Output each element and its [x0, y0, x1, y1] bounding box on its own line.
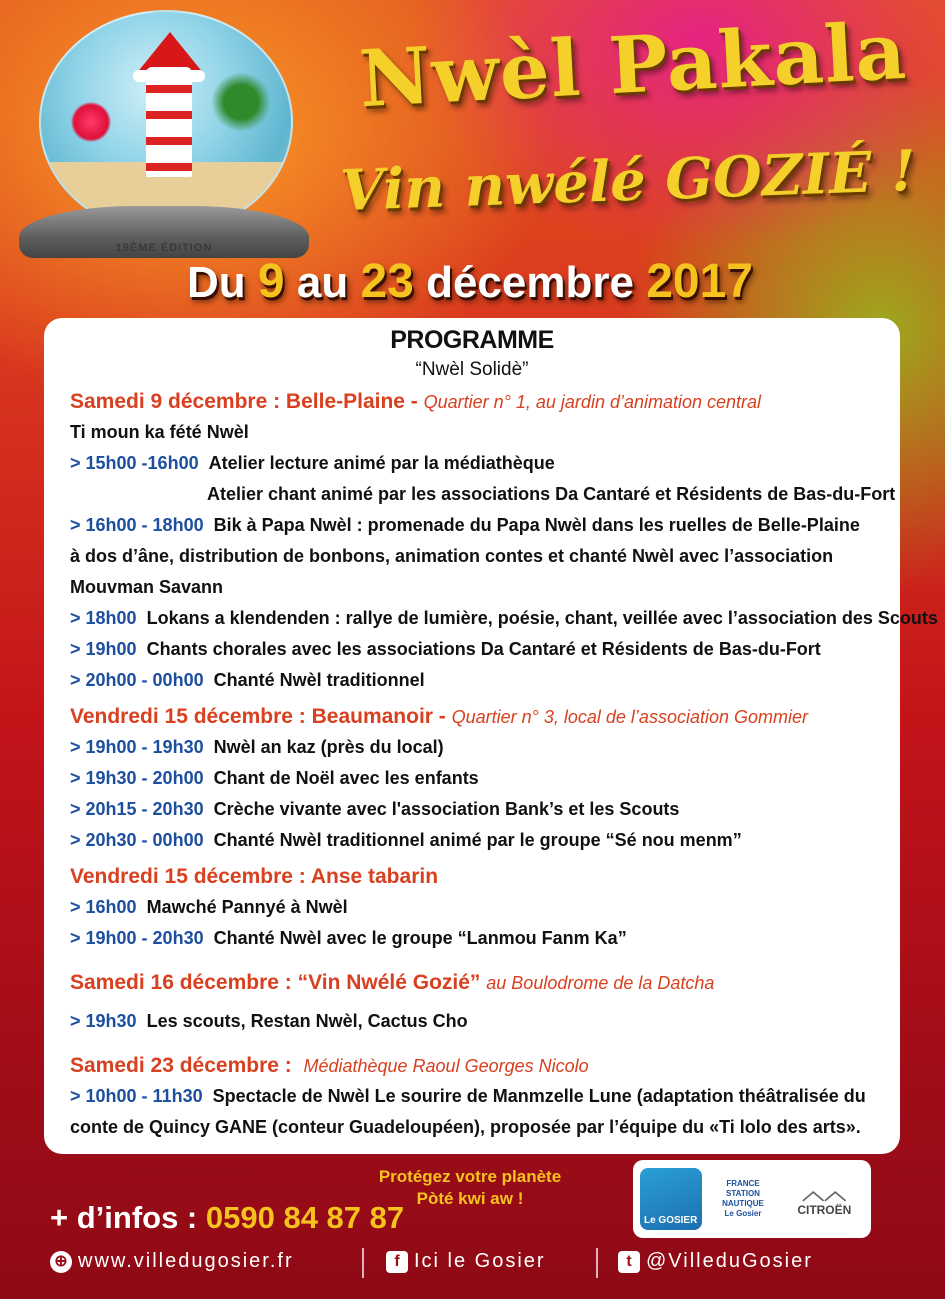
list-item — [70, 634, 874, 665]
section-location: Médiathèque Raoul Georges Nicolo — [303, 1056, 589, 1076]
event-dates — [170, 254, 770, 309]
info-line — [50, 1200, 404, 1236]
list-item — [70, 825, 874, 856]
facebook-text[interactable]: Ici le Gosier — [414, 1250, 546, 1272]
section-intro: Ti moun ka fété Nwèl — [70, 422, 249, 442]
section-location: Quartier n° 1, au jardin d’animation central — [423, 392, 762, 412]
item-time: > 10h00 - 11h30 — [70, 1086, 203, 1106]
item-text: Chanté Nwèl avec le groupe “Lanmou Fanm Ka” — [213, 928, 627, 948]
website-text[interactable]: www.villedugosier.fr — [78, 1250, 294, 1272]
program-title: PROGRAMME — [390, 326, 554, 354]
sponsor-logos — [633, 1160, 871, 1238]
station-logo-line: FRANCE — [726, 1179, 760, 1188]
item-text: Spectacle de Nwèl Le sourire de Manmzelle Lune (adaptation théâtralisée du conte de Quincy GANE (conteur Guadeloupéen), proposée par l’équipe du «Ti lolo des arts». — [70, 1086, 866, 1137]
item-time: > 19h00 - 19h30 — [70, 737, 204, 757]
hibiscus-icon — [71, 102, 111, 142]
item-time: > 19h00 - 20h30 — [70, 928, 204, 948]
item-text: Atelier lecture animé par la médiathèque — [208, 453, 555, 473]
list-item — [70, 603, 938, 634]
item-text: Chanté Nwèl traditionnel animé par le groupe “Sé nou menm” — [213, 830, 742, 850]
list-item — [70, 665, 874, 696]
station-logo-line: Le Gosier — [724, 1209, 762, 1218]
item-time: > 20h00 - 00h00 — [70, 670, 204, 690]
list-item — [70, 510, 874, 603]
item-time: > 19h30 - 20h00 — [70, 768, 204, 788]
item-time: > 20h15 - 20h30 — [70, 799, 204, 819]
item-time: > 18h00 — [70, 608, 137, 628]
station-nautique-logo — [715, 1179, 771, 1219]
palm-tree-icon — [211, 72, 271, 132]
citroen-chevron-icon: ︿︿ — [802, 1179, 847, 1204]
item-time: > 19h00 — [70, 639, 137, 659]
program-card — [44, 318, 938, 1154]
station-logo-line: NAUTIQUE — [722, 1199, 764, 1208]
item-text: Chanté Nwèl traditionnel — [213, 670, 425, 690]
citroen-logo — [784, 1181, 864, 1217]
website-link[interactable] — [50, 1250, 294, 1273]
sub-title: Vin nwélé GOZIÉ ! — [339, 137, 917, 225]
edition-badge: 19ÈME ÉDITION — [115, 242, 213, 254]
section-heading: Samedi 9 décembre : Belle-Plaine - — [70, 390, 418, 413]
item-text: Chant de Noël avec les enfants — [213, 768, 479, 788]
globe-icon: ⊕ — [50, 1251, 72, 1273]
list-item — [70, 448, 874, 479]
snow-globe-illustration — [14, 10, 314, 260]
footer-divider — [362, 1248, 364, 1278]
dates-year: 2017 — [646, 255, 753, 308]
globe-glass — [39, 10, 293, 234]
twitter-icon: t — [618, 1251, 640, 1273]
section-heading: Vendredi 15 décembre : Beaumanoir - — [70, 705, 446, 728]
section-heading: Samedi 23 décembre : — [70, 1054, 292, 1077]
dates-end-day: 23 — [360, 255, 414, 308]
item-text: Mawché Pannyé à Nwèl — [146, 897, 348, 917]
footer-links — [0, 1244, 945, 1280]
item-time: > 16h00 — [70, 897, 137, 917]
lighthouse-icon — [146, 67, 192, 177]
item-text: Chants chorales avec les associations Da Cantaré et Résidents de Bas-du-Fort — [146, 639, 821, 659]
item-time: > 19h30 — [70, 1011, 137, 1031]
infos-label: + d’infos : — [50, 1200, 198, 1235]
main-title: Nwèl Pakala — [357, 5, 909, 126]
le-gosier-logo: Le GOSIER — [640, 1168, 702, 1230]
section-heading: Samedi 16 décembre : “Vin Nwélé Gozié” — [70, 971, 481, 994]
phone-number[interactable]: 0590 84 87 87 — [205, 1200, 405, 1235]
section-beaumanoir — [70, 702, 874, 856]
list-item — [70, 794, 874, 825]
item-time: > 15h00 -16h00 — [70, 453, 199, 473]
list-item — [70, 1006, 874, 1037]
item-text: Bik à Papa Nwèl : promenade du Papa Nwèl dans les ruelles de Belle-Plaine à dos d’âne, distribution de bonbons, animation contes et chanté Nwèl avec l’association Mouvman Savann — [70, 515, 860, 597]
twitter-link[interactable] — [618, 1250, 813, 1273]
list-item — [70, 763, 874, 794]
item-text: Les scouts, Restan Nwèl, Cactus Cho — [146, 1011, 468, 1031]
dates-au: au — [296, 258, 349, 307]
section-anse-tabarin — [70, 862, 874, 954]
program-subtitle: “Nwèl Solidè” — [415, 359, 529, 380]
item-time: > 20h30 - 00h00 — [70, 830, 204, 850]
list-item — [70, 1081, 874, 1143]
item-time: > 16h00 - 18h00 — [70, 515, 204, 535]
facebook-link[interactable] — [386, 1250, 546, 1273]
station-logo-line: STATION — [726, 1189, 760, 1198]
citroen-logo-text: CITROËN — [797, 1203, 852, 1217]
slogan-line-2: Pòté kwi aw ! — [416, 1189, 524, 1208]
section-location: Quartier n° 3, local de l’association Gommier — [451, 707, 808, 727]
footer-divider — [596, 1248, 598, 1278]
list-item — [70, 732, 874, 763]
twitter-text[interactable]: @VilleduGosier — [646, 1250, 813, 1272]
section-heading: Vendredi 15 décembre : Anse tabarin — [70, 865, 439, 888]
list-item — [70, 923, 874, 954]
dates-month: décembre — [426, 258, 634, 307]
list-item — [70, 892, 874, 923]
slogan-line-1: Protégez votre planète — [378, 1167, 562, 1186]
item-text: Crèche vivante avec l'association Bank’s et les Scouts — [213, 799, 680, 819]
item-text: Nwèl an kaz (près du local) — [213, 737, 444, 757]
section-belle-plaine — [70, 387, 938, 696]
dates-start-day: 9 — [257, 255, 285, 308]
dates-du: Du — [187, 258, 246, 307]
section-location: au Boulodrome de la Datcha — [486, 973, 715, 993]
section-boulodrome — [70, 968, 874, 1037]
section-mediatheque — [70, 1051, 874, 1143]
facebook-icon: f — [386, 1251, 408, 1273]
item-text: Lokans a klendenden : rallye de lumière, poésie, chant, veillée avec l’association des Scouts — [146, 608, 938, 628]
list-item: Atelier chant animé par les associations Da Cantaré et Résidents de Bas-du-Fort — [207, 484, 896, 504]
